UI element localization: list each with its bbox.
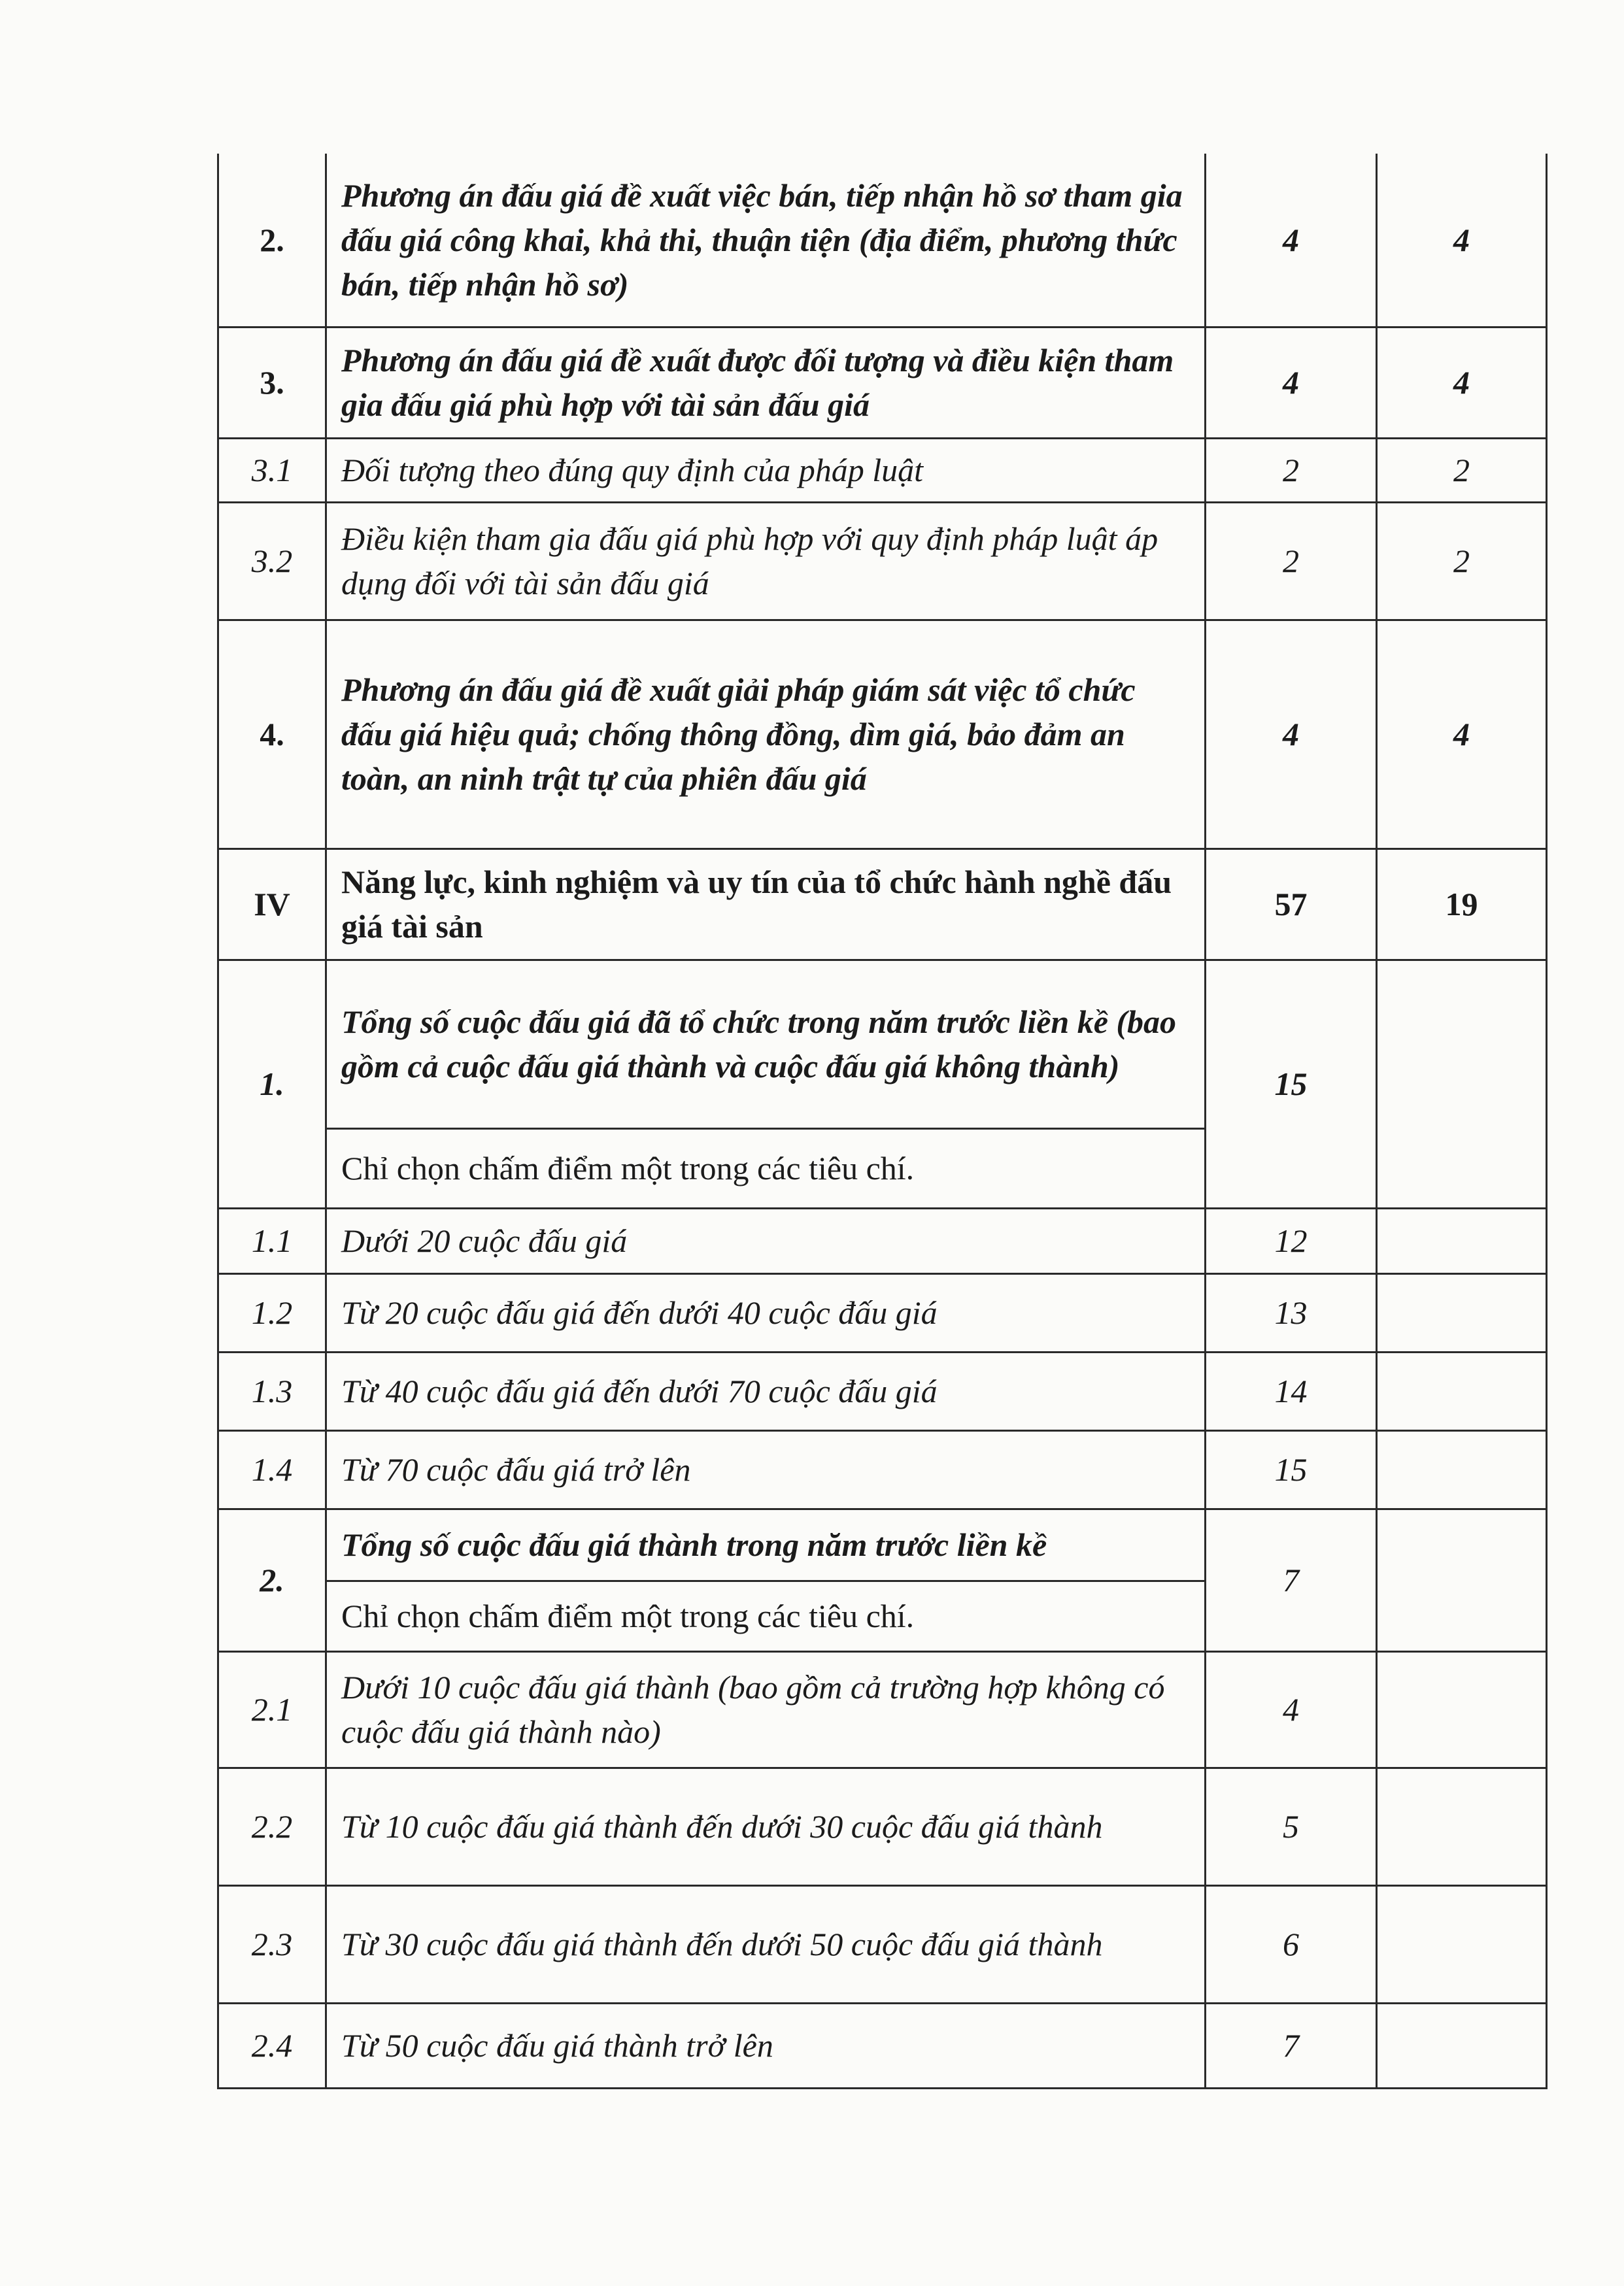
criterion-text: Từ 30 cuộc đấu giá thành đến dưới 50 cuộc đấu giá thành <box>326 1885 1206 2003</box>
awarded-score <box>1377 1885 1547 2003</box>
table-row <box>218 502 1547 620</box>
table-row <box>218 1430 1547 1509</box>
table-row <box>218 438 1547 502</box>
row-number: 2. <box>218 1509 326 1651</box>
table-row <box>218 1509 1547 1581</box>
criterion-text: Điều kiện tham gia đấu giá phù hợp với quy định pháp luật áp dụng đối với tài sản đấu giá <box>326 502 1206 620</box>
table-row <box>218 1768 1547 1885</box>
row-number: 2. <box>218 154 326 327</box>
table-row <box>218 2003 1547 2088</box>
awarded-score <box>1377 2003 1547 2088</box>
criterion-text: Từ 50 cuộc đấu giá thành trở lên <box>326 2003 1206 2088</box>
table-row <box>218 960 1547 1128</box>
row-number: 2.2 <box>218 1768 326 1885</box>
selection-note: Chỉ chọn chấm điểm một trong các tiêu chí. <box>326 1128 1206 1208</box>
max-score: 7 <box>1206 1509 1377 1651</box>
max-score: 7 <box>1206 2003 1377 2088</box>
table-row <box>218 849 1547 960</box>
max-score: 15 <box>1206 1430 1377 1509</box>
table-row <box>218 1885 1547 2003</box>
criterion-text: Từ 20 cuộc đấu giá đến dưới 40 cuộc đấu giá <box>326 1273 1206 1352</box>
criterion-text: Tổng số cuộc đấu giá đã tổ chức trong năm trước liền kề (bao gồm cả cuộc đấu giá thành và cuộc đấu giá không thành) <box>326 960 1206 1128</box>
criterion-text: Dưới 20 cuộc đấu giá <box>326 1208 1206 1273</box>
criterion-text: Phương án đấu giá đề xuất việc bán, tiếp nhận hồ sơ tham gia đấu giá công khai, khả thi, thuận tiện (địa điểm, phương thức bán, tiếp nhận hồ sơ) <box>326 154 1206 327</box>
awarded-score <box>1377 1273 1547 1352</box>
table-row <box>218 1273 1547 1352</box>
criterion-text: Từ 10 cuộc đấu giá thành đến dưới 30 cuộc đấu giá thành <box>326 1768 1206 1885</box>
row-number: 1.1 <box>218 1208 326 1273</box>
table-row <box>218 154 1547 327</box>
table-row <box>218 1208 1547 1273</box>
table-row <box>218 327 1547 438</box>
criterion-text: Năng lực, kinh nghiệm và uy tín của tổ chức hành nghề đấu giá tài sản <box>326 849 1206 960</box>
selection-note: Chỉ chọn chấm điểm một trong các tiêu chí. <box>326 1581 1206 1651</box>
awarded-score <box>1377 1768 1547 1885</box>
awarded-score <box>1377 1430 1547 1509</box>
awarded-score: 4 <box>1377 154 1547 327</box>
awarded-score: 19 <box>1377 849 1547 960</box>
max-score: 13 <box>1206 1273 1377 1352</box>
table-row <box>218 620 1547 849</box>
criterion-text: Phương án đấu giá đề xuất giải pháp giám sát việc tổ chức đấu giá hiệu quả; chống thông đồng, dìm giá, bảo đảm an toàn, an ninh trật tự của phiên đấu giá <box>326 620 1206 849</box>
row-number: 1. <box>218 960 326 1208</box>
row-number: IV <box>218 849 326 960</box>
max-score: 15 <box>1206 960 1377 1208</box>
criterion-text: Từ 40 cuộc đấu giá đến dưới 70 cuộc đấu giá <box>326 1352 1206 1430</box>
awarded-score: 2 <box>1377 438 1547 502</box>
awarded-score: 4 <box>1377 620 1547 849</box>
max-score: 14 <box>1206 1352 1377 1430</box>
scoring-table <box>217 154 1548 2089</box>
criterion-text: Dưới 10 cuộc đấu giá thành (bao gồm cả trường hợp không có cuộc đấu giá thành nào) <box>326 1651 1206 1768</box>
max-score: 4 <box>1206 154 1377 327</box>
max-score: 4 <box>1206 1651 1377 1768</box>
awarded-score <box>1377 1651 1547 1768</box>
max-score: 2 <box>1206 438 1377 502</box>
criterion-text: Đối tượng theo đúng quy định của pháp luật <box>326 438 1206 502</box>
table-row <box>218 1651 1547 1768</box>
max-score: 4 <box>1206 620 1377 849</box>
awarded-score: 4 <box>1377 327 1547 438</box>
row-number: 4. <box>218 620 326 849</box>
row-number: 2.3 <box>218 1885 326 2003</box>
criterion-text: Phương án đấu giá đề xuất được đối tượng và điều kiện tham gia đấu giá phù hợp với tài sản đấu giá <box>326 327 1206 438</box>
awarded-score <box>1377 1208 1547 1273</box>
awarded-score <box>1377 1509 1547 1651</box>
max-score: 12 <box>1206 1208 1377 1273</box>
row-number: 1.4 <box>218 1430 326 1509</box>
row-number: 1.3 <box>218 1352 326 1430</box>
row-number: 2.4 <box>218 2003 326 2088</box>
table-row <box>218 1352 1547 1430</box>
awarded-score: 2 <box>1377 502 1547 620</box>
row-number: 3.2 <box>218 502 326 620</box>
row-number: 2.1 <box>218 1651 326 1768</box>
row-number: 3. <box>218 327 326 438</box>
criterion-text: Từ 70 cuộc đấu giá trở lên <box>326 1430 1206 1509</box>
max-score: 5 <box>1206 1768 1377 1885</box>
max-score: 6 <box>1206 1885 1377 2003</box>
max-score: 57 <box>1206 849 1377 960</box>
row-number: 3.1 <box>218 438 326 502</box>
awarded-score <box>1377 960 1547 1208</box>
max-score: 4 <box>1206 327 1377 438</box>
max-score: 2 <box>1206 502 1377 620</box>
criterion-text: Tổng số cuộc đấu giá thành trong năm trước liền kề <box>326 1509 1206 1581</box>
row-number: 1.2 <box>218 1273 326 1352</box>
awarded-score <box>1377 1352 1547 1430</box>
